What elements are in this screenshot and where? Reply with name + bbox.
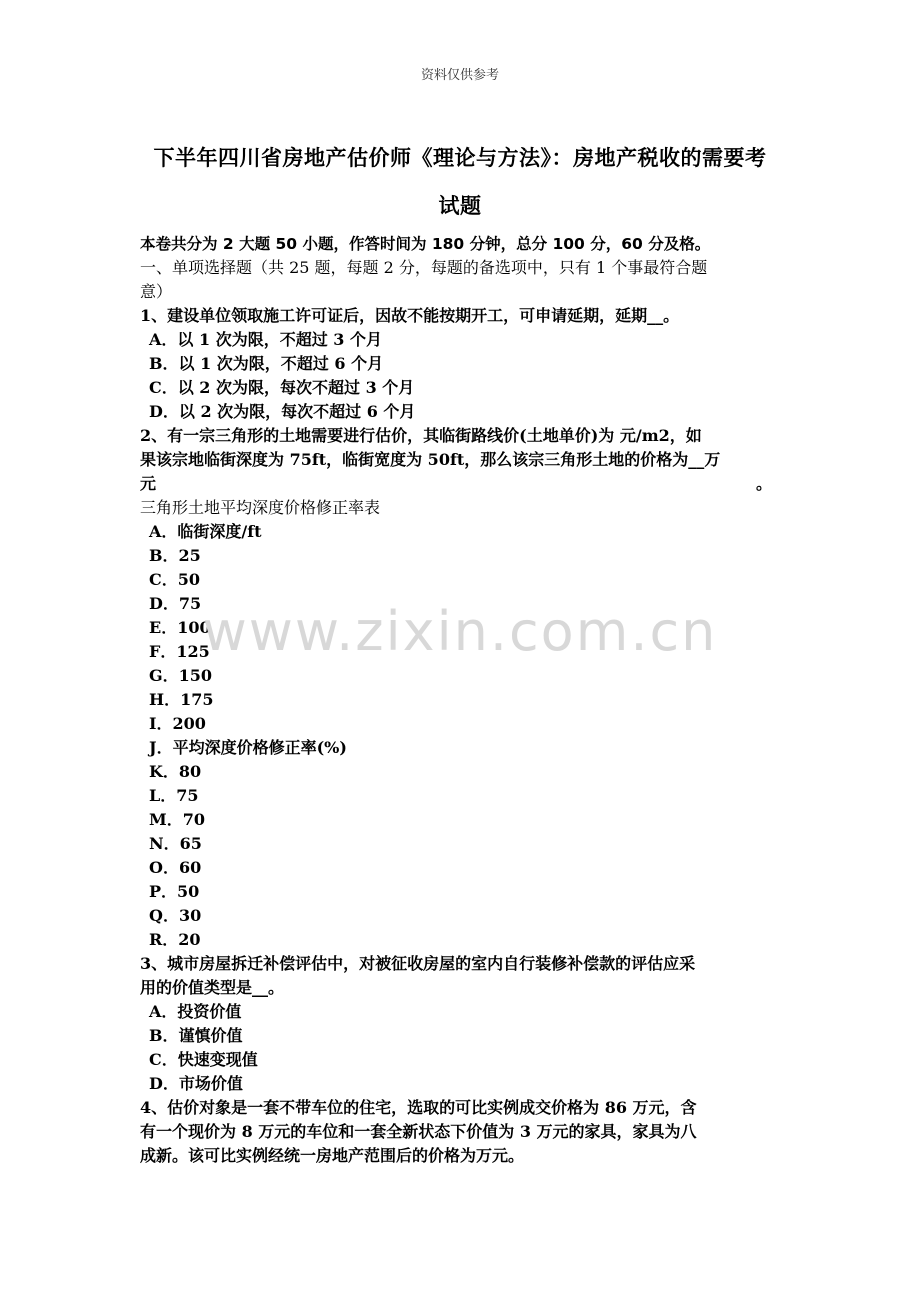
section-heading-line-1: 一、单项选择题（共 25 题，每题 2 分，每题的备选项中，只有 1 个事最符合题 [140,258,708,277]
question-2-stem-line-3 [140,472,780,496]
question-2-option-d: D．75 [149,594,202,613]
question-2-option-f: F．125 [149,642,210,661]
question-3 [140,952,780,1096]
question-2 [140,424,780,952]
page-header: 资料仅供参考 [420,68,499,83]
question-2-stem-line-1: 2、有一宗三角形的土地需要进行估价，其临街路线价(土地单价)为 元/m2，如 [140,426,702,445]
question-3-option-a: A．投资价值 [149,1002,242,1021]
question-2-option-o: O．60 [149,858,202,877]
question-2-option-j: J．平均深度价格修正率(%) [149,738,347,757]
question-1-stem: 1、建设单位领取施工许可证后，因故不能按期开工，可申请延期，延期__。 [140,306,680,325]
exam-intro: 本卷共分为 2 大题 50 小题，作答时间为 180 分钟，总分 100 分，60 分及格。 [140,235,711,253]
question-4-stem-line-2: 有一个现价为 8 万元的车位和一套全新状态下价值为 3 万元的家具，家具为八 [140,1122,697,1141]
question-1-option-c: C．以 2 次为限，每次不超过 3 个月 [149,378,415,397]
document-title-line-2: 试题 [438,194,482,218]
document-body [140,232,780,1168]
question-1-option-d: D．以 2 次为限，每次不超过 6 个月 [149,402,416,421]
question-3-option-c: C．快速变现值 [149,1050,258,1069]
question-4-stem-line-3: 成新。该可比实例经统一房地产范围后的价格为万元。 [140,1146,525,1165]
question-3-option-d: D．市场价值 [149,1074,243,1093]
question-2-option-m: M．70 [149,810,205,829]
document-title-line-1: 下半年四川省房地产估价师《理论与方法》：房地产税收的需要考 [153,146,767,170]
question-2-option-p: P．50 [149,882,200,901]
question-2-option-l: L．75 [149,786,199,805]
question-2-stem-line-3-end: 。 [755,474,772,493]
question-1-option-b: B．以 1 次为限，不超过 6 个月 [149,354,384,373]
question-2-option-n: N．65 [149,834,202,853]
question-2-option-q: Q．30 [149,906,202,925]
question-3-option-b: B．谨慎价值 [149,1026,243,1045]
question-2-option-r: R．20 [149,930,201,949]
question-1-option-a: A．以 1 次为限，不超过 3 个月 [149,330,382,349]
question-4-stem-line-1: 4、估价对象是一套不带车位的住宅，选取的可比实例成交价格为 86 万元，含 [140,1098,697,1117]
question-2-table-title: 三角形土地平均深度价格修正率表 [140,498,381,517]
question-2-option-h: H．175 [149,690,214,709]
question-2-option-g: G．150 [149,666,213,685]
watermark: www.zixin.com.cn [202,600,718,663]
section-heading-line-2: 意） [140,282,173,301]
question-2-option-i: I．200 [149,714,206,733]
question-2-stem-line-2: 果该宗地临街深度为 75ft，临街宽度为 50ft，那么该宗三角形土地的价格为__万 [140,450,721,469]
question-2-option-b: B．25 [149,546,201,565]
question-2-option-e: E．100 [149,618,211,637]
question-3-stem-line-2: 用的价值类型是__。 [140,978,285,997]
question-2-stem-line-3-text: 元 [140,474,157,493]
question-2-option-a: A．临街深度/ft [149,522,262,541]
question-4 [140,1096,780,1168]
question-3-stem-line-1: 3、城市房屋拆迁补偿评估中，对被征收房屋的室内自行装修补偿款的评估应采 [140,954,696,973]
question-1 [140,304,780,424]
question-2-option-k: K．80 [149,762,202,781]
question-2-option-c: C．50 [149,570,201,589]
